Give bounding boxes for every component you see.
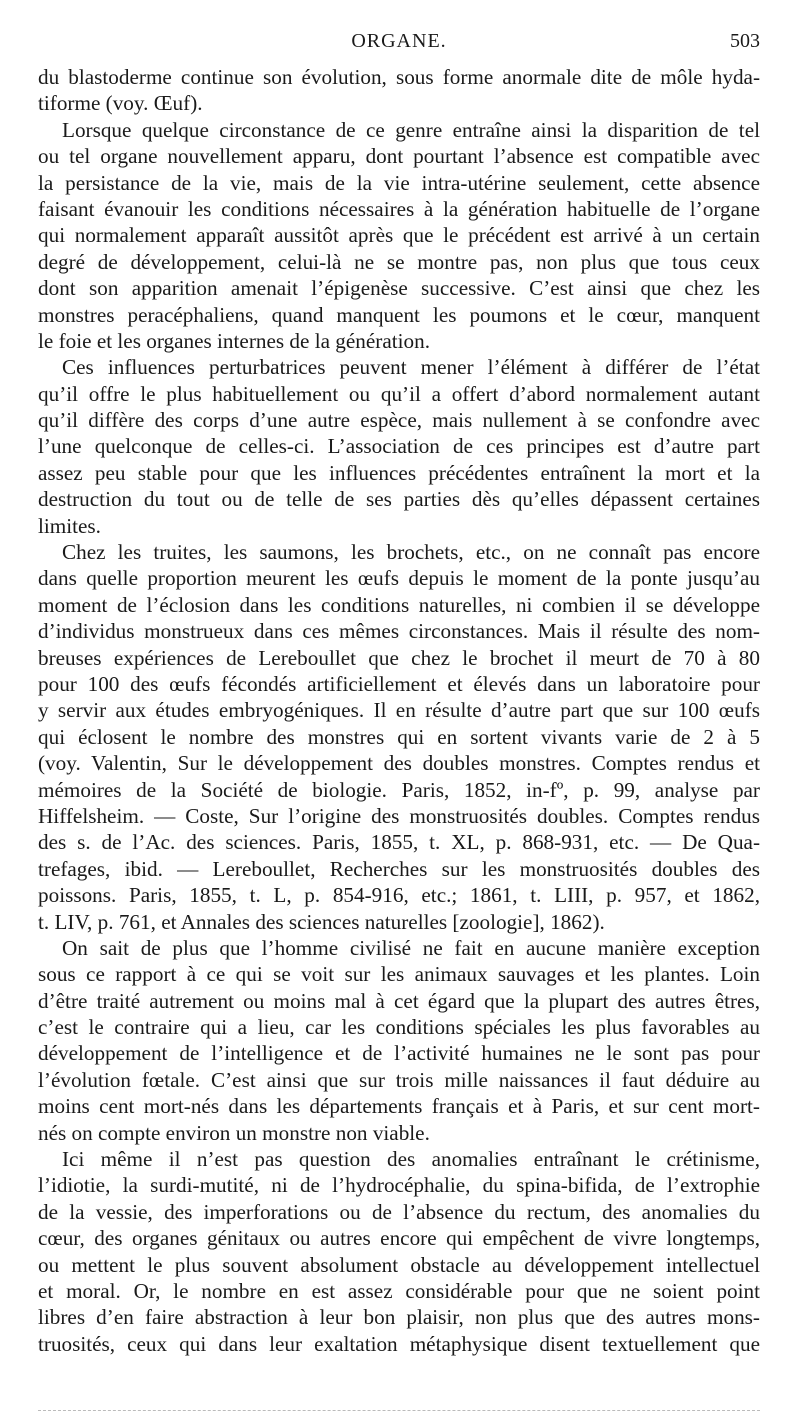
text-line: breuses expériences de Lereboullet que chez le brochet il meurt de 70 à 80 xyxy=(38,645,760,670)
text-line: tiforme (voy. Œuf). xyxy=(38,91,203,116)
text-line: degré de développement, celui-là ne se montre pas, non plus que tous ceux xyxy=(38,249,760,274)
text-line: monstres peracéphaliens, quand manquent les poumons et le cœur, manquent xyxy=(38,302,760,327)
text-line: moment de l’éclosion dans les conditions naturelles, ni combien il se développe xyxy=(38,592,760,617)
text-line: cœur, des organes génitaux ou autres encore qui empêchent de vivre longtemps, xyxy=(38,1226,760,1251)
text-line: l’évolution fœtale. C’est ainsi que sur trois mille naissances il faut déduire au xyxy=(38,1067,760,1092)
text-line: développement de l’intelligence et de l’activité humaines ne le sont pas pour xyxy=(38,1041,760,1066)
text-line: faisant évanouir les conditions nécessaires à la génération habituelle de l’organe xyxy=(38,196,760,221)
page-number: 503 xyxy=(730,30,760,52)
text-line: qui éclosent le nombre des monstres qui en sortent vivants varie de 2 à 5 xyxy=(38,724,760,749)
running-header xyxy=(38,30,760,56)
text-line: moins cent mort-nés dans les départements français et à Paris, et sur cent mort- xyxy=(38,1094,760,1119)
text-line: qu’il diffère des corps d’une autre espèce, mais nullement à se confondre avec xyxy=(38,408,760,433)
text-line: d’individus monstrueux dans ces mêmes circonstances. Mais il résulte des nom- xyxy=(38,619,760,644)
text-line: Chez les truites, les saumons, les brochets, etc., on ne connaît pas encore xyxy=(62,540,760,565)
text-line: la persistance de la vie, mais de la vie intra-utérine seulement, cette absence xyxy=(38,170,760,195)
text-line: y servir aux études embryogéniques. Il en résulte d’autre part que sur 100 œufs xyxy=(38,698,760,723)
text-line: le foie et les organes internes de la génération. xyxy=(38,328,431,353)
text-line: assez peu stable pour que les influences précédentes entraînent la mort et la xyxy=(38,460,760,485)
text-line: Ces influences perturbatrices peuvent mener l’élément à différer de l’état xyxy=(62,355,760,380)
text-line: de la vessie, des imperforations ou de l’absence du rectum, des anomalies du xyxy=(38,1199,760,1224)
text-line: dans quelle proportion meurent les œufs depuis le moment de la ponte jusqu’au xyxy=(38,566,760,591)
text-line: nés on compte environ un monstre non viable. xyxy=(38,1120,430,1145)
text-line: ou tel organe nouvellement apparu, dont pourtant l’absence est compatible avec xyxy=(38,144,760,169)
text-line: poissons. Paris, 1855, t. L, p. 854-916, etc.; 1861, t. LIII, p. 957, et 1862, xyxy=(38,883,760,908)
text-line: On sait de plus que l’homme civilisé ne fait en aucune manière exception xyxy=(62,935,760,960)
footer-rule xyxy=(38,1410,760,1411)
text-line: l’une quelconque de celles-ci. L’association de ces principes est d’autre part xyxy=(38,434,760,459)
text-line: Hiffelsheim. — Coste, Sur l’origine des monstruosités doubles. Comptes rendus xyxy=(38,803,760,828)
text-line: libres d’en faire abstraction à leur bon plaisir, non plus que des autres mons- xyxy=(38,1305,760,1330)
text-line: des s. de l’Ac. des sciences. Paris, 1855, t. XL, p. 868-931, etc. — De Qua- xyxy=(38,830,760,855)
text-line: c’est le contraire qui a lieu, car les conditions spéciales les plus favorables au xyxy=(38,1015,760,1040)
text-line: qu’il offre le plus habituellement ou qu’il a offert d’abord normalement autant xyxy=(38,381,760,406)
text-line: trefages, ibid. — Lereboullet, Recherches sur les monstruosités doubles des xyxy=(38,856,760,881)
text-line: ou mettent le plus souvent absolument obstacle au développement intellectuel xyxy=(38,1252,760,1277)
text-line: mémoires de la Société de biologie. Paris, 1852, in-fº, p. 99, analyse par xyxy=(38,777,760,802)
text-line: sous ce rapport à ce qui se voit sur les animaux sauvages et les plantes. Loin xyxy=(38,962,760,987)
text-line: qui normalement apparaît aussitôt après que le précédent est arrivé à un certain xyxy=(38,223,760,248)
text-line: du blastoderme continue son évolution, sous forme anormale dite de môle hyda- xyxy=(38,65,760,89)
text-line: truosités, ceux qui dans leur exaltation métaphysique disent textuellement que xyxy=(38,1331,760,1356)
text-line: destruction du tout ou de telle de ses parties dès qu’elles dépassent certaines xyxy=(38,487,760,512)
text-line: pour 100 des œufs fécondés artificiellement et élevés dans un laboratoire pour xyxy=(38,671,760,696)
text-line: t. LIV, p. 761, et Annales des sciences naturelles [zoologie], 1862). xyxy=(38,909,605,934)
text-line: et moral. Or, le nombre en est assez considérable pour que ne soient point xyxy=(38,1278,760,1303)
text-line: l’idiotie, la surdi-mutité, ni de l’hydrocéphalie, du spina-bifida, de l’extrophie xyxy=(38,1173,760,1198)
running-title: ORGANE. xyxy=(351,30,447,52)
body-text xyxy=(38,64,760,1357)
text-line: limites. xyxy=(38,513,101,538)
text-line: Lorsque quelque circonstance de ce genre entraîne ainsi la disparition de tel xyxy=(62,117,760,142)
text-line: dont son apparition amenait l’épigenèse successive. C’est ainsi que chez les xyxy=(38,276,760,301)
text-line: (voy. Valentin, Sur le développement des doubles monstres. Comptes rendus et xyxy=(38,751,760,776)
text-line: Ici même il n’est pas question des anomalies entraînant le crétinisme, xyxy=(62,1147,760,1172)
text-line: d’être traité autrement ou moins mal à cet égard que la plupart des autres êtres, xyxy=(38,988,760,1013)
